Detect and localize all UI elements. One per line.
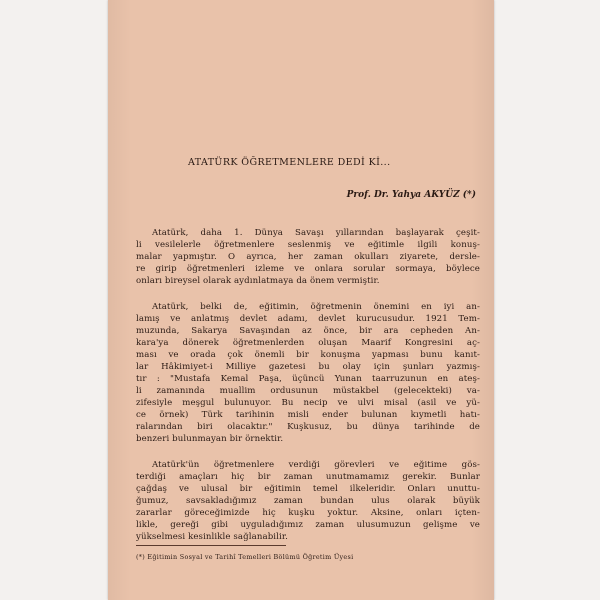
text-line: çağdaş ve ulusal bir eğitimin temel ilkeleridir. Onları unuttu- — [136, 484, 480, 494]
text-line: zifesiyle meşgul bulunuyor. Bu necip ve ulvi misal (asil ve yü- — [136, 398, 480, 408]
text-line: benzeri bulunmayan bir örnektir. — [136, 434, 284, 444]
paragraph-1 — [136, 227, 480, 287]
paragraph-3 — [136, 459, 480, 543]
text-line: li vesilelerle öğretmenlere seslenmiş ve eğitimle ilgili konuş- — [136, 240, 480, 250]
text-line: Atatürk, belki de, eğitimin, öğretmenin önemini en iyi an- — [152, 302, 480, 312]
text-line: ğumuz, savsakladığımız zaman bundan ulus olarak büyük — [136, 496, 480, 506]
text-line: lar Hâkimiyet-i Milliye gazetesi bu olay için şunları yazmış- — [136, 362, 480, 372]
article-author: Prof. Dr. Yahya AKYÜZ (*) — [346, 190, 476, 200]
text-line: li zamanında muallim ordusunun müstakbel (gelecekteki) va- — [136, 386, 480, 396]
text-line: Atatürk'ün öğretmenlere verdiği görevleri ve eğitime gös- — [152, 460, 480, 470]
text-line: malar yapmıştır. O ayrıca, her zaman okulları ziyarete, dersle- — [136, 252, 480, 262]
book-page — [108, 0, 494, 600]
text-line: re girip öğretmenleri izleme ve onlara sorular sormaya, böylece — [136, 264, 480, 274]
text-line: lamış ve anlatmış devlet adamı, devlet kurucusudur. 1921 Tem- — [136, 314, 480, 324]
text-line: onları bireysel olarak aydınlatmaya da önem vermiştir. — [136, 276, 380, 286]
footnote-divider — [136, 545, 286, 546]
text-line: tır : "Mustafa Kemal Paşa, üçüncü Yunan taarruzunun en ateş- — [136, 374, 480, 384]
text-line: ması ve orada çok önemli bir konuşma yapması bunu kanıt- — [136, 350, 480, 360]
text-line: ce örnek) Türk tarihinin misli ender bulunan kıymetli hatı- — [136, 410, 480, 420]
text-line: Atatürk, daha 1. Dünya Savaşı yıllarından başlayarak çeşit- — [152, 228, 480, 238]
paragraph-2 — [136, 301, 480, 445]
text-line: zararlar göreceğimizde hiç kuşku yoktur. Aksine, onları içten- — [136, 508, 480, 518]
text-line: ralarından biri olacaktır." Kuşkusuz, bu dünya tarihinde de — [136, 422, 480, 432]
text-line: likle, gereği gibi uyguladığımız zaman ulusumuzun gelişme ve — [136, 520, 480, 530]
text-line: terdiği amaçları hiç bir zaman unutmamamız gerekir. Bunlar — [136, 472, 480, 482]
article-title: ATATÜRK ÖĞRETMENLERE DEDİ Kİ... — [188, 157, 391, 168]
text-line: muzunda, Sakarya Savaşından az önce, bir ara cepheden An- — [136, 326, 480, 336]
text-line: yükselmesi kesinlikle sağlanabilir. — [136, 532, 288, 542]
footnote: (*) Eğitimin Sosyal ve Tarihî Temelleri Bölümü Öğretim Üyesi — [136, 553, 354, 561]
article-body — [136, 227, 480, 557]
text-line: kara'ya dönerek öğretmenlerden oluşan Maarif Kongresini aç- — [136, 338, 480, 348]
